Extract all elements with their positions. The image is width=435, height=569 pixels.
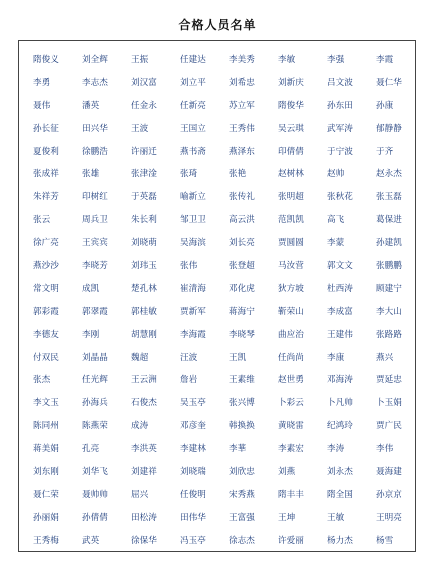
name-cell: 成涛 (131, 421, 149, 432)
name-cell: 李康 (327, 352, 345, 363)
name-cell: 徐志杰 (229, 535, 255, 546)
name-cell: 宋秀燕 (229, 489, 255, 500)
name-cell: 刘晓瑞 (180, 467, 206, 478)
name-cell: 王云洲 (131, 375, 157, 386)
name-cell: 范凯凯 (278, 215, 304, 226)
name-cell: 燕泽东 (229, 146, 255, 157)
name-cell: 许爱丽 (278, 535, 304, 546)
name-cell: 刘建祥 (131, 467, 157, 478)
name-cell: 张兴博 (229, 398, 255, 409)
name-cell: 王秀梅 (33, 535, 59, 546)
name-cell: 孙建凯 (376, 238, 402, 249)
name-cell: 刘立平 (180, 77, 206, 88)
name-cell: 陈燕荣 (82, 421, 108, 432)
name-cell: 邓彦奎 (180, 421, 206, 432)
name-cell: 刘东刚 (33, 467, 59, 478)
name-cell: 蒋海宁 (229, 306, 255, 317)
name-cell: 成凯 (82, 283, 100, 294)
name-cell: 田松涛 (131, 512, 157, 523)
name-cell: 张琦 (180, 169, 198, 180)
name-cell: 付双民 (33, 352, 59, 363)
name-cell: 张路路 (376, 329, 402, 340)
name-cell: 刘晓萌 (131, 238, 157, 249)
name-cell: 任俊明 (180, 489, 206, 500)
name-cell: 贾延忠 (376, 375, 402, 386)
name-cell: 张雄 (82, 169, 100, 180)
name-cell: 聂帅帅 (82, 489, 108, 500)
name-cell: 任光辉 (82, 375, 108, 386)
name-cell: 曲应治 (278, 329, 304, 340)
name-cell: 李敏 (278, 55, 296, 65)
name-cell: 郭文文 (327, 261, 353, 272)
name-cell: 张成祥 (33, 169, 59, 180)
name-cell: 郭彩霞 (33, 306, 59, 317)
name-cell: 刘玮玉 (131, 261, 157, 272)
name-cell: 邹卫卫 (180, 215, 206, 226)
name-cell: 孙东田 (327, 100, 353, 111)
name-cell: 郭桂敏 (131, 306, 157, 317)
name-cell: 张艳 (229, 169, 247, 180)
name-cell: 卜凡帅 (327, 398, 353, 409)
name-cell: 王坤 (278, 512, 296, 523)
name-cell: 李素宏 (278, 444, 304, 455)
name-cell: 吴海滨 (180, 238, 206, 249)
name-cell: 田兴华 (82, 123, 108, 134)
name-cell: 贾圆圆 (278, 238, 304, 249)
name-cell: 朱长利 (131, 215, 157, 226)
name-cell: 田伟华 (180, 512, 206, 523)
name-cell: 孔亮 (82, 444, 100, 455)
name-cell: 印树红 (82, 192, 108, 203)
name-cell: 刘燕 (278, 467, 296, 478)
name-cell: 刘华飞 (82, 467, 108, 478)
name-cell: 李伟 (376, 444, 394, 455)
name-cell: 李文玉 (33, 398, 59, 409)
name-cell: 聂海建 (376, 467, 402, 478)
name-cell: 李成富 (327, 306, 353, 317)
name-cell: 李强 (327, 55, 345, 65)
name-cell: 徐鹏浩 (82, 146, 108, 157)
name-cell: 王建伟 (327, 329, 353, 340)
name-cell: 赵树林 (278, 169, 304, 180)
name-cell: 卜彩云 (278, 398, 304, 409)
name-cell: 冯玉亭 (180, 535, 206, 546)
name-cell: 张明超 (278, 192, 304, 203)
name-cell: 王素维 (229, 375, 255, 386)
name-cell: 王凯 (229, 352, 247, 363)
name-cell: 李建林 (180, 444, 206, 455)
name-cell: 邓海涛 (327, 375, 353, 386)
name-cell: 李志杰 (82, 77, 108, 88)
name-cell: 刘全辉 (82, 55, 108, 65)
name-cell: 王敏 (327, 512, 345, 523)
name-cell: 朱祥芳 (33, 192, 59, 203)
name-cell: 詹岩 (180, 375, 198, 386)
name-cell: 高云洪 (229, 215, 255, 226)
name-cell: 于英磊 (131, 192, 157, 203)
name-cell: 任尚尚 (278, 352, 304, 363)
name-cell: 陈同州 (33, 421, 59, 432)
name-list-box (18, 40, 416, 552)
name-cell: 胡慧刚 (131, 329, 157, 340)
name-cell: 李大山 (376, 306, 402, 317)
name-cell: 李洪英 (131, 444, 157, 455)
name-cell: 杨力杰 (327, 535, 353, 546)
name-cell: 高飞 (327, 215, 345, 226)
name-cell: 王明亮 (376, 512, 402, 523)
name-cell: 隋俊义 (33, 55, 59, 65)
name-cell: 刘希忠 (229, 77, 255, 88)
name-cell: 黄晓雷 (278, 421, 304, 432)
name-cell: 张津淦 (131, 169, 157, 180)
name-cell: 吴云琪 (278, 123, 304, 134)
name-cell: 于齐 (376, 146, 394, 157)
name-cell: 李勇 (33, 77, 51, 88)
name-cell: 杨雪 (376, 535, 394, 546)
name-cell: 武英 (82, 535, 100, 546)
name-cell: 武军涛 (327, 123, 353, 134)
name-cell: 张云 (33, 215, 51, 226)
name-cell: 吴玉亭 (180, 398, 206, 409)
name-cell: 王振 (131, 55, 149, 65)
name-grid (33, 49, 413, 553)
name-cell: 贾广民 (376, 421, 402, 432)
name-cell: 于宁波 (327, 146, 353, 157)
name-cell: 隋全国 (327, 489, 353, 500)
name-cell: 聂仁华 (376, 77, 402, 88)
document-title: 合格人员名单 (178, 18, 257, 32)
name-cell: 李德友 (33, 329, 59, 340)
name-cell: 靳荣山 (278, 306, 304, 317)
name-cell: 张秋花 (327, 192, 353, 203)
name-cell: 聂仁荣 (33, 489, 59, 500)
name-cell: 许丽迁 (131, 146, 157, 157)
name-cell: 周兵卫 (82, 215, 108, 226)
name-cell: 狄方坡 (278, 283, 304, 294)
name-cell: 燕书斋 (180, 146, 206, 157)
name-cell: 韩换换 (229, 421, 255, 432)
name-cell: 徐保华 (131, 535, 157, 546)
name-cell: 郁静静 (376, 123, 402, 134)
name-cell: 张玉磊 (376, 192, 402, 203)
name-cell: 刘永杰 (327, 467, 353, 478)
name-cell: 喻新立 (180, 192, 206, 203)
name-cell: 王宾宾 (82, 238, 108, 249)
name-cell: 张传礼 (229, 192, 255, 203)
name-cell: 李晓芳 (82, 261, 108, 272)
name-cell: 赵永杰 (376, 169, 402, 180)
name-cell: 孙康 (376, 100, 394, 111)
name-cell: 任金永 (131, 100, 157, 111)
name-cell: 李晓琴 (229, 329, 255, 340)
name-cell: 张杰 (33, 375, 51, 386)
name-cell: 孙长征 (33, 123, 59, 134)
name-cell: 张伟 (180, 261, 198, 272)
name-cell: 隋俊华 (278, 100, 304, 111)
name-cell: 赵世勇 (278, 375, 304, 386)
name-cell: 燕兴 (376, 352, 394, 363)
name-cell: 燕沙沙 (33, 261, 59, 272)
name-cell: 孙丽娟 (33, 512, 59, 523)
name-cell: 吕文波 (327, 77, 353, 88)
name-cell: 王富强 (229, 512, 255, 523)
name-cell: 聂伟 (33, 100, 51, 111)
name-cell: 刘欣忠 (229, 467, 255, 478)
name-cell: 夏俊利 (33, 146, 59, 157)
name-cell: 马汝营 (278, 261, 304, 272)
name-cell: 石俊杰 (131, 398, 157, 409)
name-cell: 刘新庆 (278, 77, 304, 88)
name-cell: 王波 (131, 123, 149, 134)
name-cell: 孙京京 (376, 489, 402, 500)
name-cell: 任新亮 (180, 100, 206, 111)
name-cell: 常文明 (33, 283, 59, 294)
name-cell: 印倩倩 (278, 146, 304, 157)
name-cell: 屈兴 (131, 489, 149, 500)
name-cell: 隋丰丰 (278, 489, 304, 500)
name-cell: 杜西涛 (327, 283, 353, 294)
name-cell: 纪鸿玲 (327, 421, 353, 432)
name-cell: 郭翠霞 (82, 306, 108, 317)
name-cell: 贾新军 (180, 306, 206, 317)
name-cell: 张鹏鹏 (376, 261, 402, 272)
name-cell: 顾建宁 (376, 283, 402, 294)
name-cell: 汪波 (180, 352, 198, 363)
name-cell: 李刚 (82, 329, 100, 340)
name-cell: 徐广亮 (33, 238, 59, 249)
name-cell: 张登超 (229, 261, 255, 272)
name-cell: 王国立 (180, 123, 206, 134)
name-cell: 李華 (229, 444, 247, 455)
name-cell: 任建达 (180, 55, 206, 65)
name-cell: 苏立军 (229, 100, 255, 111)
name-cell: 刘汉富 (131, 77, 157, 88)
name-cell: 卜玉娟 (376, 398, 402, 409)
name-cell: 楚孔林 (131, 283, 157, 294)
name-cell: 刘晶晶 (82, 352, 108, 363)
name-cell: 孙倩倩 (82, 512, 108, 523)
name-cell: 李涛 (327, 444, 345, 455)
name-cell: 李蒙 (327, 238, 345, 249)
name-cell: 邓化虎 (229, 283, 255, 294)
name-cell: 蒋美娟 (33, 444, 59, 455)
name-cell: 李海霞 (180, 329, 206, 340)
name-cell: 孙海兵 (82, 398, 108, 409)
name-cell: 潘英 (82, 100, 100, 111)
name-cell: 葛保进 (376, 215, 402, 226)
name-cell: 李霞 (376, 55, 394, 65)
name-cell: 赵帅 (327, 169, 345, 180)
name-cell: 魏超 (131, 352, 149, 363)
name-cell: 崔清海 (180, 283, 206, 294)
name-cell: 刘长亮 (229, 238, 255, 249)
name-cell: 王秀伟 (229, 123, 255, 134)
name-cell: 李美秀 (229, 55, 255, 65)
